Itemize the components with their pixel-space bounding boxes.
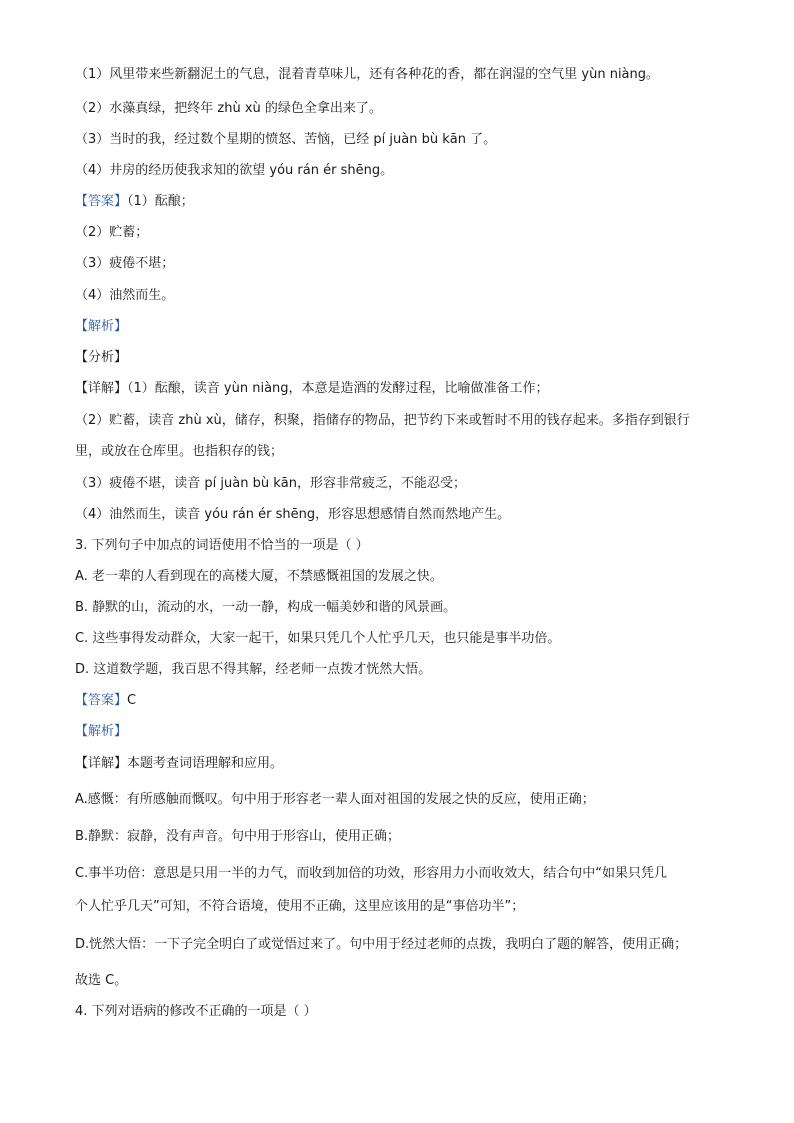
q3-analysis-d: D.恍然大悟：一下子完全明白了或觉悟过来了。句中用于经过老师的点拨，我明白了题的解答，使用正确； — [75, 937, 688, 952]
q3-option-c: C. 这些事得发动群众，大家一起干，如果只凭几个人忙乎几天，也只能是事半功倍。 — [75, 631, 561, 646]
q2-answer-4: （4）油然而生。 — [75, 288, 175, 303]
q3-xiangjie-line — [75, 756, 283, 772]
q3-jiexi-tag: 【解析】 — [75, 724, 128, 739]
xiangjie-tag: 【详解】 — [75, 381, 128, 396]
q4-stem: 4. 下列对语病的修改不正确的一项是（ ） — [75, 1004, 317, 1019]
q2-item-4: （4）井房的经历使我求知的欲望 yóu rán ér shēng。 — [75, 163, 394, 178]
q2-xiangjie-line — [75, 381, 549, 397]
q3-option-a: A. 老一辈的人看到现在的高楼大厦，不禁感慨祖国的发展之快。 — [75, 569, 443, 584]
q3-conclusion: 故选 C。 — [75, 973, 128, 988]
q3-analysis-c: C.事半功倍：意思是只用一半的力气，而收到加倍的功效，形容用力小而收效大，结合句中“如果只凭几 — [75, 866, 667, 881]
q2-answer-3: （3）疲倦不堪； — [75, 256, 175, 271]
q2-answer-2: （2）贮蓄； — [75, 225, 149, 240]
q2-item-3: （3）当时的我，经过数个星期的愤怒、苦恼，已经 pí juàn bù kān 了。 — [75, 132, 497, 147]
xiangjie-tag: 【详解】 — [75, 756, 128, 771]
q3-option-d: D. 这道数学题，我百思不得其解，经老师一点拨才恍然大悟。 — [75, 662, 432, 677]
q2-xiangjie-1: （1）酝酿，读音 yùn niàng，本意是造酒的发酵过程，比喻做准备工作； — [127, 381, 549, 396]
q3-option-b: B. 静默的山，流动的水，一动一静，构成一幅美妙和谐的风景画。 — [75, 600, 457, 615]
q2-item-2: （2）水藻真绿，把终年 zhù xù 的绿色全拿出来了。 — [75, 101, 382, 116]
q3-stem: 3. 下列句子中加点的词语使用不恰当的一项是（ ） — [75, 538, 369, 553]
q3-analysis-c-cont: 个人忙乎几天”可知，不符合语境，使用不正确，这里应该用的是“事倍功半”； — [75, 899, 525, 914]
q2-answer-line — [75, 194, 194, 210]
q3-analysis-a: A.感慨：有所感触而慨叹。句中用于形容老一辈人面对祖国的发展之快的反应，使用正确； — [75, 792, 595, 807]
answer-tag: 【答案】 — [75, 693, 128, 708]
q2-answer-1: （1）酝酿； — [127, 194, 194, 209]
q2-jiexi-tag: 【解析】 — [75, 319, 128, 334]
q3-answer: C — [127, 693, 137, 708]
q2-xiangjie-2: （2）贮蓄，读音 zhù xù，储存，积聚，指储存的物品，把节约下来或暂时不用的钱存起来。多指存到银行 — [75, 413, 690, 428]
q2-item-1: （1）风里带来些新翻泥土的气息，混着青草味儿，还有各种花的香，都在润湿的空气里 yùn niàng。 — [75, 67, 660, 82]
q2-xiangjie-4: （4）油然而生，读音 yóu rán ér shēng，形容思想感情自然而然地产生。 — [75, 507, 511, 522]
answer-tag: 【答案】 — [75, 194, 128, 209]
q2-xiangjie-2-cont: 里，或放在仓库里。也指积存的钱； — [75, 444, 284, 459]
q3-xiangjie-1: 本题考查词语理解和应用。 — [127, 756, 284, 771]
q2-xiangjie-3: （3）疲倦不堪，读音 pí juàn bù kān，形容非常疲乏，不能忍受； — [75, 476, 466, 491]
q3-answer-line — [75, 693, 136, 709]
q3-analysis-b: B.静默：寂静，没有声音。句中用于形容山，使用正确； — [75, 829, 401, 844]
q2-fenxi-tag: 【分析】 — [75, 350, 128, 365]
